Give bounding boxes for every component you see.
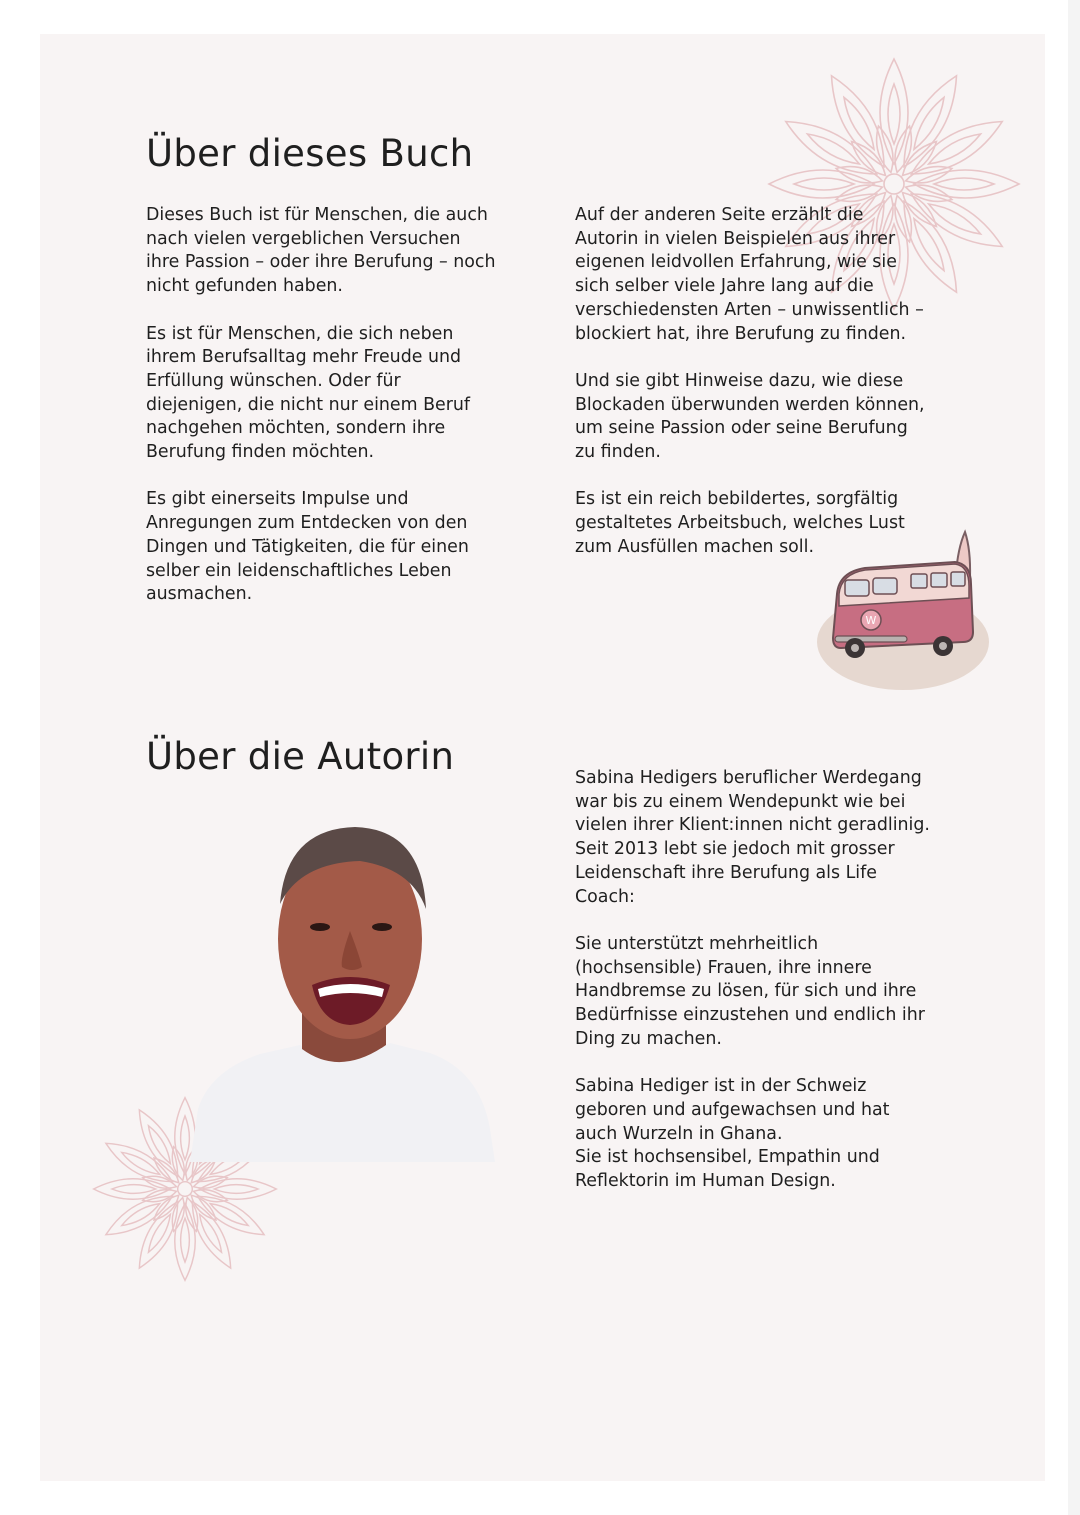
paragraph: Sabina Hedigers beruflicher Werdegang war bis zu einem Wendepunkt wie bei vielen ihrer Klient:innen nicht geradlinig. Seit 2013 lebt sie jedoch mit grosser Leidenschaft ihre Berufung als Life Coach:	[575, 768, 930, 907]
paragraph: Sie ist hochsensibel, Empathin und Reflektorin im Human Design.	[575, 1147, 880, 1191]
paragraph: Sie unterstützt mehrheitlich (hochsensible) Frauen, ihre innere Handbremse zu lösen, für sich und ihre Bedürfnisse einzustehen und endlich ihr Ding zu machen.	[575, 933, 925, 1049]
van-logo: W	[865, 614, 877, 627]
paragraph: Es ist ein reich bebildertes, sorgfältig gestaltetes Arbeitsbuch, welches Lust zum Ausfüllen machen soll.	[575, 489, 905, 557]
paragraph: Es ist für Menschen, die sich neben ihrem Berufsalltag mehr Freude und Erfüllung wünschen. Oder für diejenigen, die nicht nur einem Beruf nachgehen möchten, sondern ihre Berufung finden möchten.	[146, 323, 471, 463]
section-title-author: Über die Autorin	[146, 735, 455, 778]
paragraph: Es gibt einerseits Impulse und Anregungen zum Entdecken von den Dingen und Tätigkeiten, die für einen selber ein leidenschaftliches Leben ausmachen.	[146, 489, 469, 605]
paragraph: Sabina Hediger ist in der Schweiz geboren und aufgewachsen und hat auch Wurzeln in Ghana.	[575, 1076, 890, 1144]
van-illustration	[815, 524, 995, 694]
paragraph: Dieses Buch ist für Menschen, die auch nach vielen vergeblichen Versuchen ihre Passion – oder ihre Berufung – noch nicht gefunden haben.	[146, 205, 496, 297]
author-text-column	[575, 767, 935, 1217]
book-left-column	[146, 204, 496, 631]
page-edge	[1068, 0, 1080, 1515]
paragraph: Auf der anderen Seite erzählt die Autorin in vielen Beispielen aus ihrer eigenen leidvollen Erfahrung, wie sie sich selber viele Jahre lang auf die verschiedensten Arten – unwissentlich – blockiert hat, ihre Berufung zu finden.	[575, 205, 924, 344]
section-title-book: Über dieses Buch	[146, 132, 474, 175]
paragraph: Und sie gibt Hinweise dazu, wie diese Blockaden überwunden werden können, um seine Passion oder seine Berufung zu finden.	[575, 370, 925, 463]
author-portrait	[190, 809, 495, 1162]
book-page	[40, 34, 1045, 1481]
